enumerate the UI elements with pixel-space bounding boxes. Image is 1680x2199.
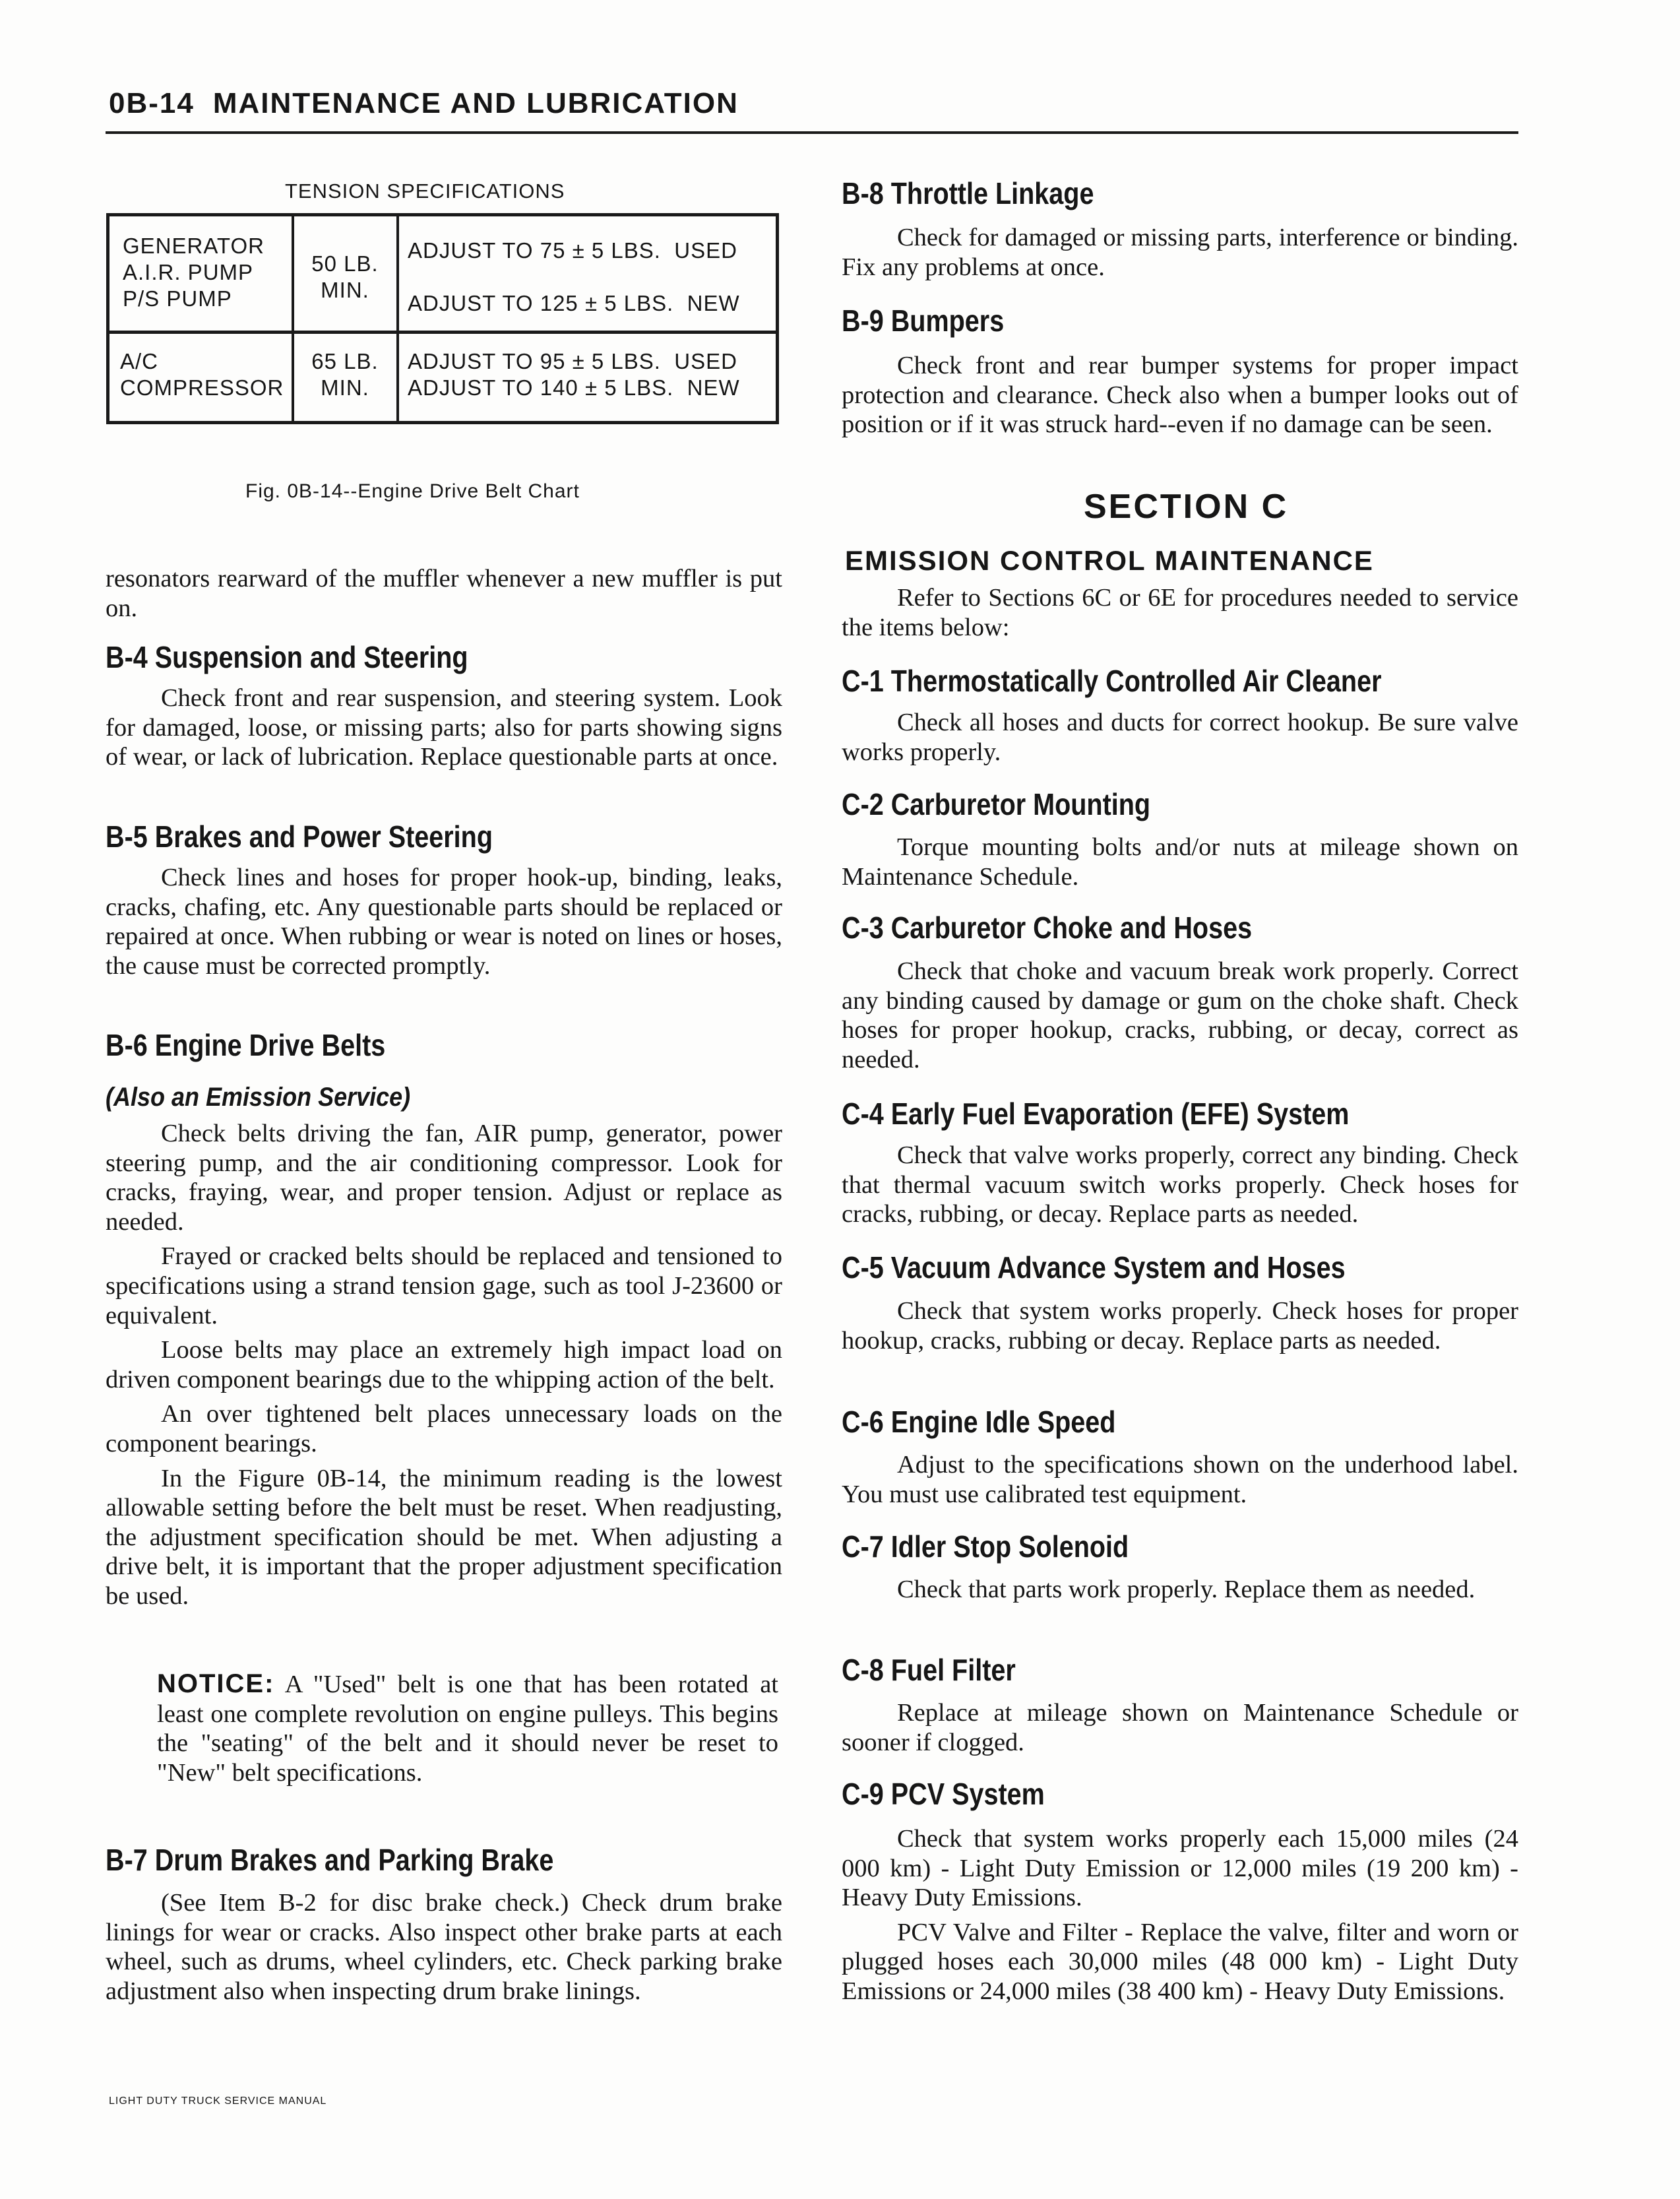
paragraph-b6: Loose belts may place an extremely high impact load on driven component bearings due to the whipping action of the belt.: [106, 1336, 782, 1393]
paragraph-b6: In the Figure 0B-14, the minimum reading is the lowest allowable setting before the belt must be reset. When readjusting, the adjustment specification should be met. When adjusting a drive belt, it is important that the proper adjustment specification be used.: [106, 1464, 782, 1610]
section-heading-b6: B-6 Engine Drive Belts: [106, 1028, 386, 1062]
paragraph-b9: Check front and rear bumper systems for proper impact protection and clearance. Check also when a bumper looks out of position or if it was struck hard--even if no damage can be seen.: [842, 352, 1518, 439]
table-divider: [292, 216, 294, 421]
section-heading-c2: C-2 Carburetor Mounting: [842, 787, 1151, 821]
adjustment-new: ADJUST TO 140 ± 5 LBS. NEW: [408, 375, 740, 400]
paragraph-b5: Check lines and hoses for proper hook-up, binding, leaks, cracks, chafing, etc. Any questionable parts should be replaced or repaired at once. When rubbing or wear is noted on lines or hoses, the cause must be corrected promptly.: [106, 864, 782, 980]
paragraph-c9: Check that system works properly each 15,000 miles (24 000 km) - Light Duty Emission or 12,000 miles (19 200 km) - Heavy Duty Emissions.: [842, 1825, 1518, 1912]
minimum-cell: [296, 348, 394, 401]
paragraph-b6: Check belts driving the fan, AIR pump, generator, power steering pump, and the air conditioning compressor. Look for cracks, fraying, wear, and proper tension. Adjust or replace as needed.: [106, 1120, 782, 1236]
page-number: 0B-14: [109, 87, 195, 119]
section-c-title: SECTION C: [1084, 488, 1289, 526]
minimum: MIN.: [321, 278, 369, 302]
paragraph-c9: PCV Valve and Filter - Replace the valve, filter and worn or plugged hoses each 30,000 miles (48 000 km) - Light Duty Emissions or 24,000 miles (38 400 km) - Heavy Duty Emissions.: [842, 1918, 1518, 2005]
table-title: TENSION SPECIFICATIONS: [285, 179, 565, 203]
section-heading-c4: C-4 Early Fuel Evaporation (EFE) System: [842, 1097, 1350, 1131]
figure-caption: Fig. 0B-14--Engine Drive Belt Chart: [245, 480, 580, 502]
emission-control-heading: EMISSION CONTROL MAINTENANCE: [845, 545, 1374, 576]
section-heading-c9: C-9 PCV System: [842, 1777, 1045, 1811]
paragraph-b7: (See Item B-2 for disc brake check.) Check drum brake linings for wear or cracks. Also inspect other brake parts at each wheel, such as drums, wheel cylinders, etc. Check parking brake adjustment also when inspecting drum brake linings.: [106, 1889, 782, 2005]
section-heading-b7: B-7 Drum Brakes and Parking Brake: [106, 1843, 554, 1877]
paragraph-b8: Check for damaged or missing parts, interference or binding. Fix any problems at once.: [842, 224, 1518, 281]
paragraph-c5: Check that system works properly. Check hoses for proper hookup, cracks, rubbing or decay. Replace parts as needed.: [842, 1297, 1518, 1354]
paragraph-c8: Replace at mileage shown on Maintenance Schedule or sooner if clogged.: [842, 1699, 1518, 1756]
notice-box: [157, 1669, 778, 1787]
table-divider: [396, 216, 399, 421]
component-cell: [120, 348, 284, 401]
component: P/S PUMP: [123, 286, 232, 311]
section-heading-b4: B-4 Suspension and Steering: [106, 640, 468, 674]
paragraph-c2: Torque mounting bolts and/or nuts at mileage shown on Maintenance Schedule.: [842, 833, 1518, 891]
page-header: [109, 87, 739, 120]
paragraph-c1: Check all hoses and ducts for correct hookup. Be sure valve works properly.: [842, 709, 1518, 766]
intro-paragraph: resonators rearward of the muffler whenever a new muffler is put on.: [106, 565, 782, 622]
paragraph-b6: An over tightened belt places unnecessary loads on the component bearings.: [106, 1400, 782, 1457]
section-heading-c5: C-5 Vacuum Advance System and Hoses: [842, 1250, 1346, 1285]
section-heading-c6: C-6 Engine Idle Speed: [842, 1405, 1116, 1439]
tension-spec-table: [106, 213, 779, 424]
section-heading-c3: C-3 Carburetor Choke and Hoses: [842, 910, 1253, 945]
paragraph-b4: Check front and rear suspension, and steering system. Look for damaged, loose, or missing parts; also for parts showing signs of wear, or lack of lubrication. Replace questionable parts at once.: [106, 684, 782, 771]
chapter-title: MAINTENANCE AND LUBRICATION: [212, 87, 739, 119]
minimum: MIN.: [321, 375, 369, 400]
notice-label: NOTICE:: [157, 1669, 275, 1698]
emission-service-subheading: (Also an Emission Service): [106, 1083, 411, 1112]
section-heading-c7: C-7 Idler Stop Solenoid: [842, 1529, 1129, 1564]
paragraph-c3: Check that choke and vacuum break work properly. Correct any binding caused by damage or gum on the choke shaft. Check hoses for proper hookup, cracks, rubbing, or decay, correct as needed.: [842, 957, 1518, 1073]
minimum: 50 LB.: [311, 251, 379, 276]
paragraph-c7: Check that parts work properly. Replace them as needed.: [897, 1576, 1476, 1603]
section-heading-c8: C-8 Fuel Filter: [842, 1653, 1016, 1687]
adjustment-used: ADJUST TO 75 ± 5 LBS. USED: [408, 238, 737, 263]
section-heading-b8: B-8 Throttle Linkage: [842, 176, 1094, 210]
paragraph-b6: Frayed or cracked belts should be replaced and tensioned to specifications using a strand tension gage, such as tool J-23600 or equivalent.: [106, 1242, 782, 1329]
component: A.I.R. PUMP: [123, 260, 254, 284]
section-heading-c1: C-1 Thermostatically Controlled Air Cleaner: [842, 664, 1382, 698]
adjustment-used: ADJUST TO 95 ± 5 LBS. USED: [408, 349, 737, 373]
header-rule: [106, 131, 1518, 134]
section-heading-b5: B-5 Brakes and Power Steering: [106, 819, 493, 854]
section-heading-b9: B-9 Bumpers: [842, 303, 1005, 338]
component: COMPRESSOR: [120, 375, 284, 400]
minimum: 65 LB.: [311, 349, 379, 373]
table-divider: [109, 331, 776, 334]
component-cell: [123, 233, 264, 312]
component: A/C: [120, 349, 159, 373]
paragraph-c4: Check that valve works properly, correct any binding. Check that thermal vacuum switch works properly. Check hoses for cracks, rubbing, or decay. Replace parts as needed.: [842, 1141, 1518, 1228]
footer-manual-title: LIGHT DUTY TRUCK SERVICE MANUAL: [109, 2095, 327, 2107]
notice-text: A "Used" belt is one that has been rotated at least one complete revolution on engine pulleys. This begins the "seating" of the belt and it should never be reset to "New" belt specifications.: [157, 1671, 778, 1787]
component: GENERATOR: [123, 234, 264, 258]
adjustment-new: ADJUST TO 125 ± 5 LBS. NEW: [408, 291, 740, 315]
section-c-intro: Refer to Sections 6C or 6E for procedures needed to service the items below:: [842, 584, 1518, 641]
minimum-cell: [296, 251, 394, 303]
paragraph-c6: Adjust to the specifications shown on the underhood label. You must use calibrated test equipment.: [842, 1451, 1518, 1508]
